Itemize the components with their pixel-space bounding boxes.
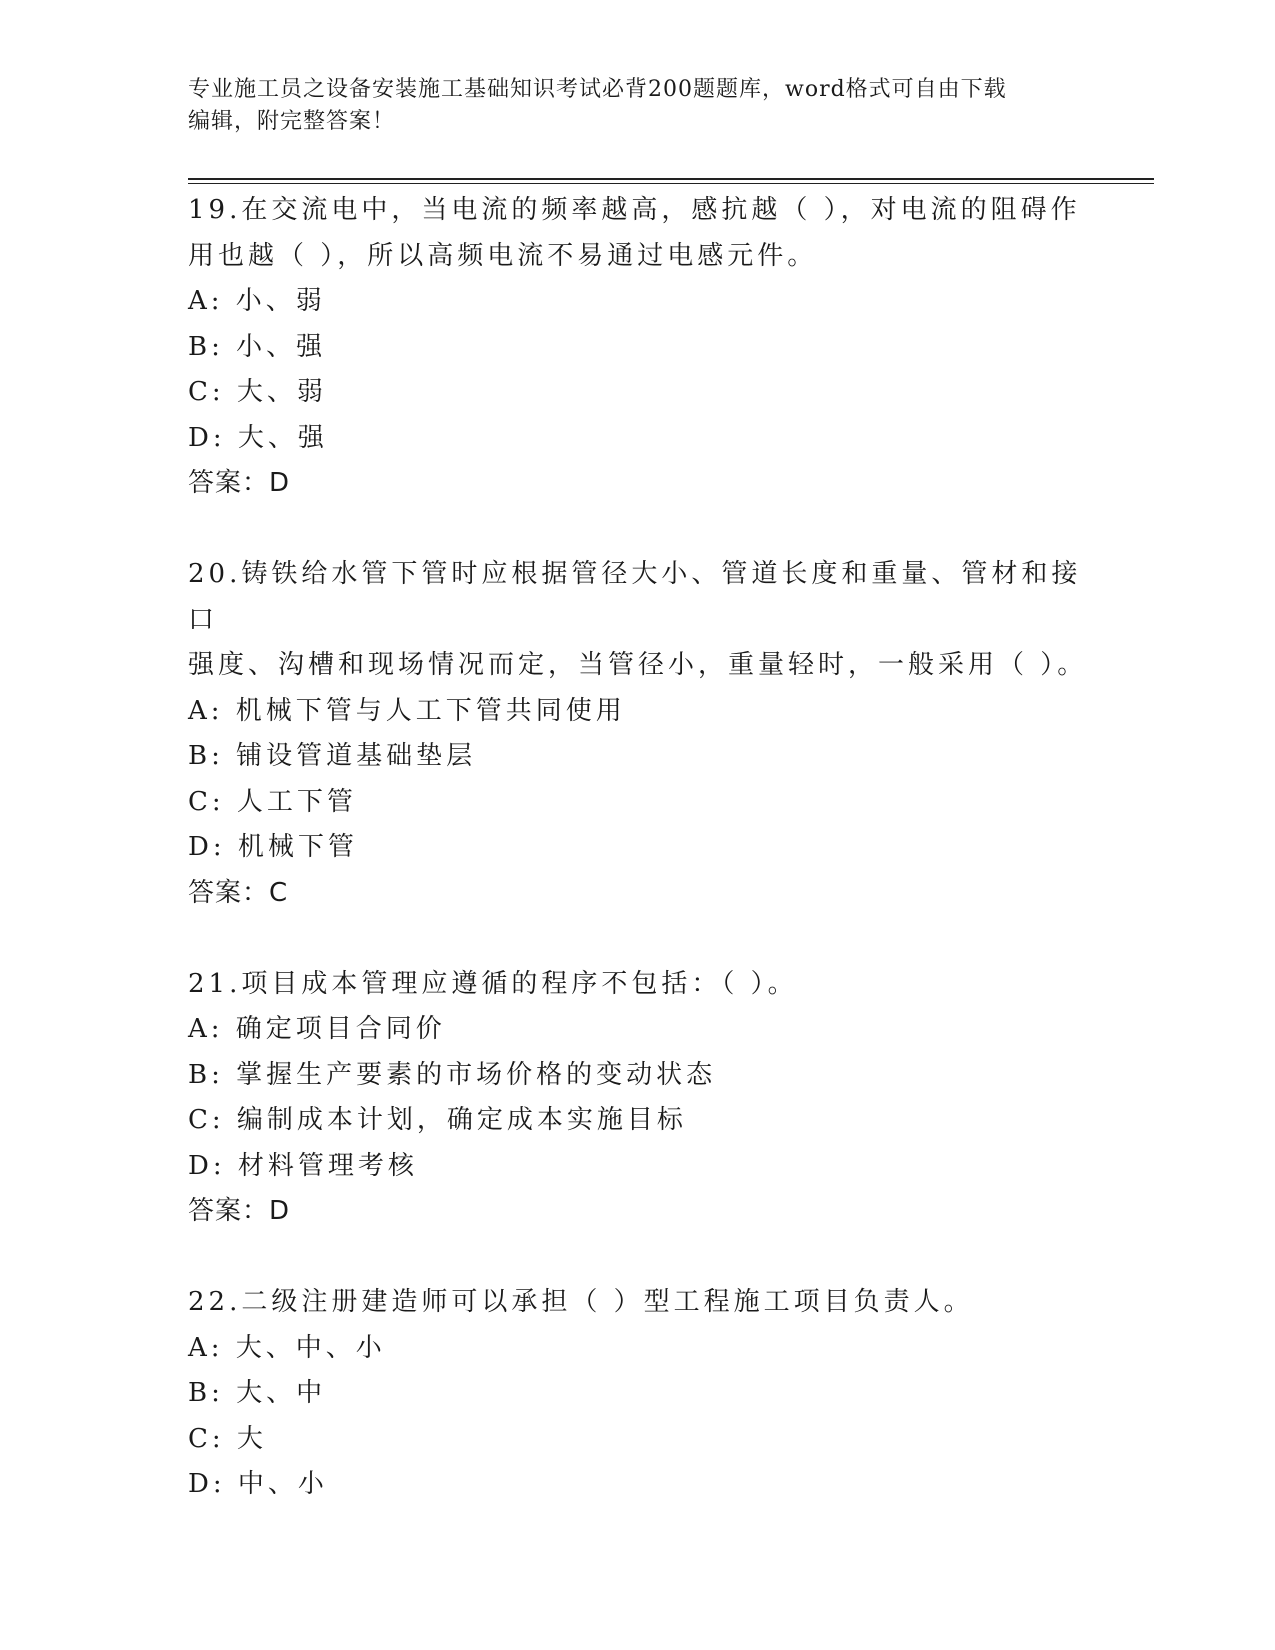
option-c: C: 人工下管 <box>188 786 357 817</box>
question-19 <box>188 188 1088 507</box>
option-a: A: 大、中、小 <box>188 1332 386 1363</box>
question-text-line-2: 用也越（ ），所以高频电流不易通过电感元件。 <box>188 240 818 271</box>
option-a: A: 确定项目合同价 <box>188 1014 446 1044</box>
answer: 答案：D <box>188 1196 291 1226</box>
question-text-line-1: 21.项目成本管理应遵循的程序不包括：（ ）。 <box>188 968 798 999</box>
question-text-line-1: 22.二级注册建造师可以承担（ ）型工程施工项目负责人。 <box>188 1287 974 1317</box>
option-b: B: 掌握生产要素的市场价格的变动状态 <box>188 1059 717 1090</box>
question-21 <box>188 962 1088 1235</box>
question-20 <box>188 552 1088 916</box>
header-line-1: 专业施工员之设备安装施工基础知识考试必背200题题库，word格式可自由下载 <box>188 77 1007 102</box>
option-c: C: 大、弱 <box>188 377 327 407</box>
question-text-line-1: 20.铸铁给水管下管时应根据管径大小、管道长度和重量、管材和接口 <box>188 559 1082 635</box>
question-text-line-2: 强度、沟槽和现场情况而定，当管径小，重量轻时，一般采用（ ）。 <box>188 650 1088 680</box>
option-d: D: 机械下管 <box>188 832 358 862</box>
option-b: B: 大、中 <box>188 1378 327 1408</box>
option-b: B: 铺设管道基础垫层 <box>188 741 477 771</box>
option-c: C: 编制成本计划，确定成本实施目标 <box>188 1105 687 1135</box>
header-divider-thin <box>188 183 1154 184</box>
option-a: A: 小、弱 <box>188 286 326 316</box>
question-text-line-1: 19.在交流电中，当电流的频率越高，感抗越（ ），对电流的阻碍作 <box>188 195 1081 225</box>
answer: 答案：C <box>188 877 289 908</box>
answer: 答案：D <box>188 468 291 498</box>
question-list <box>188 188 1088 1553</box>
document-header <box>188 74 1088 138</box>
option-c: C: 大 <box>188 1423 267 1454</box>
option-b: B: 小、强 <box>188 331 327 362</box>
question-22 <box>188 1280 1088 1508</box>
option-a: A: 机械下管与人工下管共同使用 <box>188 695 626 726</box>
option-d: D: 大、强 <box>188 422 328 453</box>
option-d: D: 材料管理考核 <box>188 1150 418 1181</box>
option-d: D: 中、小 <box>188 1469 328 1499</box>
header-line-2: 编辑，附完整答案！ <box>188 109 396 134</box>
header-divider-thick <box>188 178 1154 180</box>
